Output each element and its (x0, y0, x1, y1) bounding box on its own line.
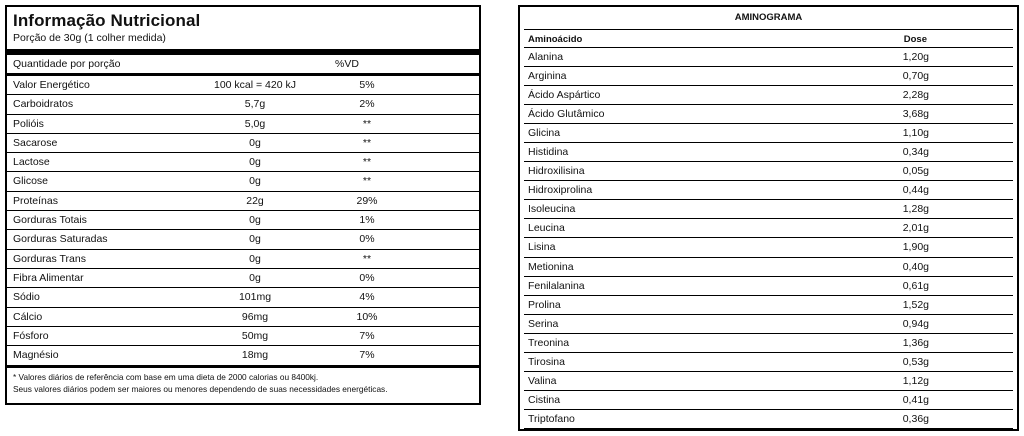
nutrient-quantity: 0g (249, 156, 261, 169)
nutrient-vd: ** (362, 175, 372, 188)
aminogram-row (524, 143, 1013, 162)
nutrition-row (7, 250, 479, 269)
aminoacid-dose: 0,70g (902, 70, 929, 83)
nutrient-quantity: 101mg (238, 291, 272, 304)
aminoacid-name: Ácido Aspártico (528, 89, 601, 102)
nutrient-name: Fósforo (13, 329, 49, 342)
aminoacid-dose: 0,94g (902, 317, 929, 330)
nutrient-name: Gorduras Saturadas (13, 233, 108, 246)
nutrition-row (7, 211, 479, 230)
aminogram-header-row (524, 32, 1013, 48)
nutrition-row (7, 269, 479, 288)
nutrient-name: Sódio (13, 291, 40, 304)
nutrition-row (7, 115, 479, 134)
aminoacid-dose: 0,53g (902, 355, 929, 368)
nutrition-footnote (7, 365, 479, 395)
nutrient-vd: 2% (359, 98, 375, 111)
aminogram-row (524, 162, 1013, 181)
aminoacid-dose: 0,05g (902, 165, 929, 178)
nutrient-name: Gorduras Trans (13, 252, 86, 265)
nutrition-row (7, 327, 479, 346)
aminogram-row (524, 67, 1013, 86)
aminogram-row (524, 48, 1013, 67)
aminogram-row (524, 86, 1013, 105)
nutrition-row (7, 172, 479, 191)
aminoacid-name: Prolina (528, 298, 561, 311)
aminoacid-name: Serina (528, 317, 559, 330)
nutrient-vd: 10% (356, 310, 378, 323)
nutrient-quantity: 22g (246, 194, 264, 207)
header-label: Quantidade por porção (13, 58, 121, 70)
aminoacid-dose: 2,28g (902, 89, 929, 102)
nutrient-vd: ** (362, 252, 372, 265)
nutrient-quantity: 0g (249, 214, 261, 227)
serving-size: Porção de 30g (1 colher medida) (13, 32, 166, 44)
aminoacid-name: Arginina (528, 70, 567, 83)
aminogram-rows (524, 48, 1013, 429)
nutrient-name: Fibra Alimentar (13, 271, 84, 284)
aminogram-row (524, 258, 1013, 277)
aminoacid-name: Metionina (528, 260, 574, 273)
nutrient-vd: 1% (359, 214, 375, 227)
nutrient-name: Glicose (13, 175, 49, 188)
aminogram-table (518, 5, 1019, 431)
nutrient-vd: 0% (359, 271, 375, 284)
nutrient-quantity: 18mg (241, 349, 269, 362)
nutrient-name: Lactose (13, 156, 50, 169)
aminoacid-dose: 1,90g (902, 241, 929, 254)
aminoacid-name: Histidina (528, 146, 569, 159)
nutrient-quantity: 50mg (241, 329, 269, 342)
aminoacid-dose: 1,20g (902, 51, 929, 63)
nutrition-facts-table (5, 5, 481, 405)
footnote-line: Seus valores diários podem ser maiores ou menores dependendo de suas necessidades energéticas. (13, 384, 388, 395)
nutrient-vd: 5% (359, 79, 375, 91)
aminoacid-name: Ácido Glutâmico (528, 108, 605, 121)
nutrient-vd: ** (362, 136, 372, 149)
nutrition-row (7, 308, 479, 327)
aminoacid-dose: 1,28g (902, 203, 929, 216)
aminoacid-dose: 0,61g (902, 279, 929, 292)
header-aminoacid: Aminoácido (528, 34, 583, 45)
nutrient-name: Cálcio (13, 310, 43, 323)
aminoacid-name: Isoleucina (528, 203, 576, 216)
nutrient-quantity: 5,0g (244, 117, 266, 130)
aminoacid-dose: 0,40g (902, 260, 929, 273)
aminoacid-dose: 1,12g (902, 374, 929, 387)
aminoacid-name: Lisina (528, 241, 556, 254)
nutrient-vd: 7% (359, 349, 375, 362)
aminoacid-name: Cistina (528, 393, 561, 406)
aminogram-row (524, 353, 1013, 372)
nutrient-name: Sacarose (13, 136, 58, 149)
aminogram-row (524, 124, 1013, 143)
nutrition-title: Informação Nutricional (13, 11, 201, 30)
aminogram-row (524, 334, 1013, 353)
nutrition-row (7, 76, 479, 95)
nutrient-vd: 29% (356, 194, 378, 207)
footnote-line: * Valores diários de referência com base em uma dieta de 2000 calorias ou 8400kj. (13, 372, 319, 383)
aminogram-title: AMINOGRAMA (524, 7, 1013, 30)
aminogram-row (524, 105, 1013, 124)
aminoacid-name: Leucina (528, 222, 565, 235)
nutrition-row (7, 346, 479, 365)
nutrition-row (7, 230, 479, 249)
nutrient-quantity: 0g (249, 175, 261, 188)
nutrition-row (7, 192, 479, 211)
aminoacid-name: Hidroxilisina (528, 165, 585, 178)
header-vd: %VD (335, 58, 359, 70)
nutrient-name: Magnésio (13, 349, 59, 362)
aminoacid-dose: 1,36g (902, 336, 929, 349)
nutrition-header-row (7, 55, 479, 73)
nutrition-row (7, 288, 479, 307)
nutrient-vd: 7% (359, 329, 375, 342)
nutrient-name: Carboidratos (13, 98, 74, 111)
nutrient-vd: 4% (359, 291, 375, 304)
header-dose: Dose (903, 34, 927, 45)
aminoacid-name: Alanina (528, 51, 564, 63)
aminogram-grid (524, 32, 1013, 429)
nutrient-vd: ** (362, 156, 372, 169)
aminoacid-dose: 2,01g (902, 222, 929, 235)
nutrient-quantity: 5,7g (244, 98, 266, 111)
nutrient-quantity: 96mg (241, 310, 269, 323)
aminoacid-name: Hidroxiprolina (528, 184, 593, 197)
aminoacid-name: Tirosina (528, 355, 565, 368)
nutrient-name: Proteínas (13, 194, 58, 207)
aminoacid-dose: 1,10g (902, 127, 929, 140)
aminogram-row (524, 200, 1013, 219)
aminogram-row (524, 238, 1013, 257)
nutrient-quantity: 100 kcal = 420 kJ (213, 79, 296, 91)
aminoacid-dose: 0,41g (902, 393, 929, 406)
aminoacid-name: Valina (528, 374, 557, 387)
aminogram-row (524, 315, 1013, 334)
aminoacid-name: Fenilalanina (528, 279, 585, 292)
nutrient-quantity: 0g (249, 252, 261, 265)
nutrient-quantity: 0g (249, 233, 261, 246)
nutrient-vd: ** (362, 117, 372, 130)
nutrient-name: Valor Energético (13, 79, 90, 91)
aminoacid-dose: 0,44g (902, 184, 929, 197)
aminoacid-dose: 1,52g (902, 298, 929, 311)
aminoacid-name: Treonina (528, 336, 570, 349)
aminoacid-dose: 0,36g (902, 412, 929, 425)
nutrient-name: Gorduras Totais (13, 214, 87, 227)
nutrient-vd: 0% (359, 233, 375, 246)
nutrition-row (7, 95, 479, 114)
aminogram-row (524, 410, 1013, 429)
aminogram-row (524, 296, 1013, 315)
aminoacid-name: Triptofano (528, 412, 575, 425)
aminogram-row (524, 277, 1013, 296)
nutrient-quantity: 0g (249, 136, 261, 149)
aminogram-row (524, 391, 1013, 410)
aminogram-row (524, 181, 1013, 200)
aminoacid-dose: 3,68g (902, 108, 929, 121)
aminoacid-dose: 0,34g (902, 146, 929, 159)
aminoacid-name: Glicina (528, 127, 561, 140)
nutrient-name: Polióis (13, 117, 44, 130)
aminogram-row (524, 372, 1013, 391)
aminogram-row (524, 219, 1013, 238)
nutrition-rows (7, 76, 479, 365)
nutrient-quantity: 0g (249, 271, 261, 284)
nutrition-row (7, 153, 479, 172)
nutrition-row (7, 134, 479, 153)
